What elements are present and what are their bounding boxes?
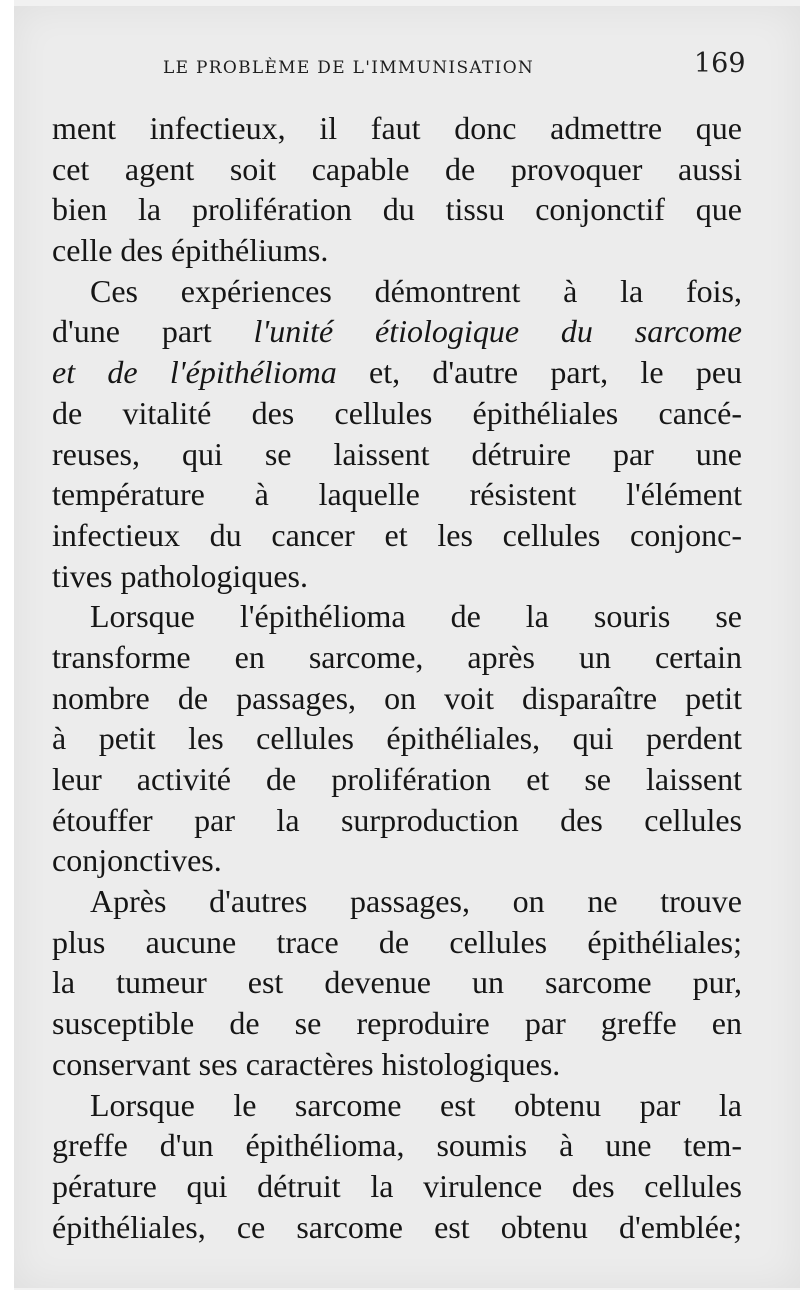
text-line: température à laquelle résistent l'élément <box>52 476 742 513</box>
italic-run: et de l'épithélioma <box>52 354 337 391</box>
text-line: Lorsque le sarcome est obtenu par la <box>90 1086 742 1123</box>
text-line <box>52 311 742 352</box>
text-line: conservant ses caractères histologiques. <box>52 1045 561 1082</box>
text-line: plus aucune trace de cellules épithéliales; <box>52 923 742 960</box>
text-line: tives pathologiques. <box>52 557 308 594</box>
text-line: Après d'autres passages, on ne trouve <box>90 883 742 920</box>
page-left-margin <box>0 0 14 1290</box>
text-line: transforme en sarcome, après un certain <box>52 638 742 675</box>
text-line: conjonctives. <box>52 842 222 879</box>
text-line: bien la prolifération du tissu conjonctif que <box>52 191 742 228</box>
text-line: de vitalité des cellules épithéliales cancé- <box>52 394 742 431</box>
italic-run: l'unité étiologique du sarcome <box>253 313 743 350</box>
text-line: la tumeur est devenue un sarcome pur, <box>52 964 742 1001</box>
text-run: d'une part <box>52 313 212 350</box>
text-line <box>52 352 742 393</box>
text-line: ment infectieux, il faut donc admettre que <box>52 110 742 146</box>
text-line: celle des épithéliums. <box>52 232 329 269</box>
text-run: et, d'autre part, le peu <box>369 354 743 391</box>
text-line: étouffer par la surproduction des cellules <box>52 801 742 838</box>
text-line: cet agent soit capable de provoquer aussi <box>52 150 742 187</box>
text-line: pérature qui détruit la virulence des cellules <box>52 1167 742 1204</box>
text-line: Ces expériences démontrent à la fois, <box>90 272 742 309</box>
text-line: greffe d'un épithélioma, soumis à une tem- <box>52 1127 742 1164</box>
text-line: épithéliales, ce sarcome est obtenu d'emblée; <box>52 1208 742 1245</box>
text-line: infectieux du cancer et les cellules conjonc- <box>52 516 742 553</box>
text-line: leur activité de prolifération et se laissent <box>52 761 742 797</box>
text-line: susceptible de se reproduire par greffe en <box>52 1005 742 1042</box>
page-number: 169 <box>694 48 746 79</box>
text-line: Lorsque l'épithélioma de la souris se <box>90 598 742 635</box>
text-line: nombre de passages, on voit disparaître petit <box>52 679 742 716</box>
text-line: reuses, qui se laissent détruire par une <box>52 435 742 472</box>
body-text <box>52 108 742 1247</box>
text-line: à petit les cellules épithéliales, qui perdent <box>52 720 742 757</box>
running-head: LE PROBLÈME DE L'IMMUNISATION <box>163 58 535 78</box>
